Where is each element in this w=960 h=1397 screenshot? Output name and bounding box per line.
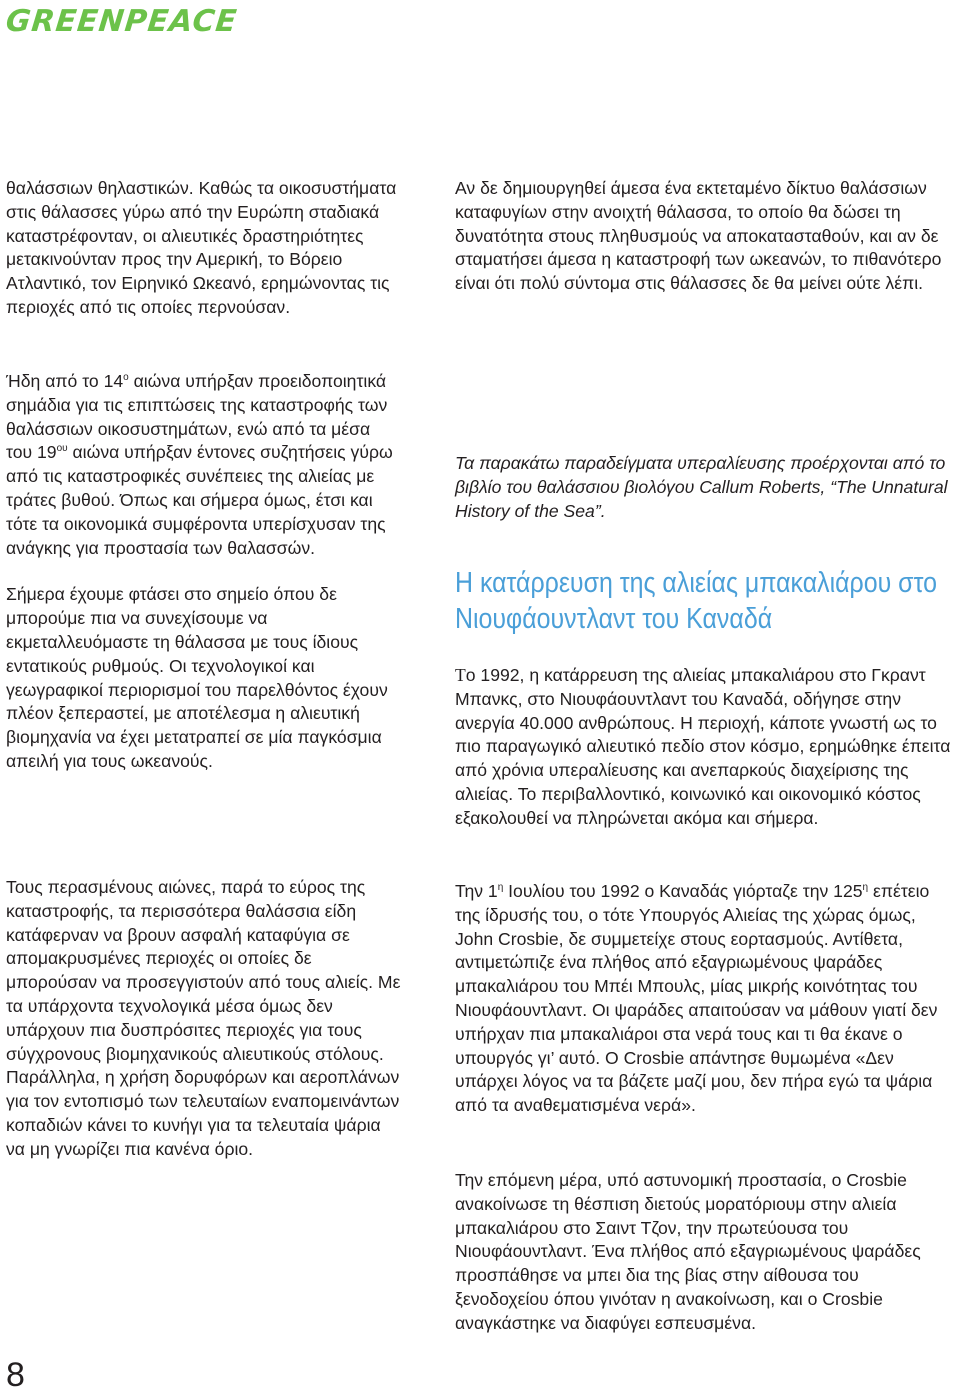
section-heading [455,565,960,637]
paragraph: Το 1992, η κατάρρευση της αλιείας μπακαλιάρου στο Γκραντ Μπανκς, στο Νιουφάουντλαντ του Καναδά, οδήγησε στην ανεργία 40.000 ανθρώπους. Η περιοχή, κάποτε γνωστή ως το πιο παραγωγικό αλιευτικό πεδίο στον κόσμο, ερημώθηκε έπειτα από χρόνια υπεραλίευσης και ανεπαρκούς διαχείρισης της αλιείας. Το περιβαλλοντικό, κοινωνικό και οικονομικό κόστος εξακολουθεί να πληρώνεται ακόμα και σήμερα. [455,665,951,828]
right-column-body-2 [455,880,955,1118]
superscript: η [862,882,869,893]
left-column-top [6,177,401,320]
right-column-body-3 [455,1169,955,1336]
paragraph: Τους περασμένους αιώνες, παρά το εύρος της καταστροφής, τα περισσότερα θαλάσσια είδη κατάφερναν να βρουν ασφαλή καταφύγια σε απομακρυσμένες περιοχές οι οποίες δε μπορούσαν να προσεγγιστούν από τους αλιείς. Με τα υπάρχοντα τεχνολογικά μέσα όμως δεν υπάρχουν πια δυσπρόσιτες περιοχές για τους σύγχρονους βιομηχανικούς αλιευτικούς στόλους. Παράλληλα, η χρήση δορυφόρων και αεροπλάνων για τον εντοπισμό των τελευταίων εναπομεινάντων κοπαδιών κάνει το κυνήγι για τα τελευταία ψάρια να μη γνωρίζει πια κανένα όριο. [6,877,401,1159]
paragraph: Αν δε δημιουργηθεί άμεσα ένα εκτεταμένο δίκτυο θαλάσσιων καταφυγίων στην ανοιχτή θάλασσα, το οποίο θα δώσει τη δυνατότητα στους πληθυσμούς να αποκατασταθούν, και αν δε σταματήσει άμεσα η καταστροφή των ωκεανών, το πιθανότερο είναι ότι πολύ σύντομα στις θάλασσες δε θα μείνει ούτε λέπι. [455,178,942,294]
left-column-bottom [6,876,401,1162]
greenpeace-logo: GREENPEACE [4,4,239,39]
paragraph: Ήδη από το $14^o$ αιώνα υπήρξαν προειδοποιητικά σημάδια για τις επιπτώσεις της καταστροφής των θαλάσσιων οικοσυστημάτων, ενώ από τα μέσα του $19^{o\upsilon}$ αιώνα υπήρξαν έντονες συζητήσεις γύρω από τις καταστροφικές συνέπειες της αλιείας με τράτες βυθού. Όπως και σήμερα όμως, έτσι και τότε τα οικονομικά συμφέροντα υπερίσχυσαν της ανάγκης για προστασία των θαλασσών. [6,371,393,558]
left-column-main [6,370,401,774]
heading-line: Η κατάρρευση της αλιείας μπακαλιάρου στο [455,567,937,599]
superscript: η [497,882,504,893]
superscript: ου [56,443,68,455]
paragraph: Σήμερα έχουμε φτάσει στο σημείο όπου δε μπορούμε πια να συνεχίσουμε να εκμεταλλευόμαστε τη θάλασσα με τους ίδιους εντατικούς ρυθμούς. Οι τεχνολογικοί και γεωγραφικοί περιορισμοί του παρελθόντος έχουν πλέον ξεπεραστεί, με αποτέλεσμα η αλιευτική βιομηχανία να έχει μετατραπεί σε μία παγκόσμια απειλή για τους ωκεανούς. [6,584,388,771]
paragraph: Την $1^\eta$ Ιουλίου του 1992 ο Καναδάς γιόρταζε την $125^\eta$ επέτειο της ίδρυσής του, ο τότε Υπουργός Αλιείας της χώρας όμως, John Crosbie, δε συμμετείχε στους εορτασμούς. Αντίθετα, αντιμετώπιζε ένα πλήθος από εξαγριωμένους ψαράδες μπακαλιάρου του Μπέι Μπουλς, μίας μικρής κοινότητας του Νιουφάουντλαντ. Οι ψαράδες απαιτούσαν να μάθουν γιατί δεν υπήρχαν πια μπακαλιάροι στα νερά τους και τι θα έκανε ο υπουργός γι’ αυτό. Ο Crosbie απάντησε θυμωμένα «Δεν υπάρχει λόγος να τα βάζετε μαζί μου, δεν πήρα εγώ τα ψάρια από τα αναθεματισμένα νερά». [455,881,938,1116]
source-note [455,452,955,523]
superscript: ο [123,372,129,383]
quote-text: Τα παρακάτω παραδείγματα υπεραλίευσης προέρχονται από το βιβλίο του θαλάσσιου βιολόγου Callum Roberts, “The Unnatural History of the Sea”. [455,453,948,521]
paragraph: Την επόμενη μέρα, υπό αστυνομική προστασία, ο Crosbie ανακοίνωσε τη θέσπιση διετούς μορατόριουμ στην αλιεία μπακαλιάρου στο Σαιντ Τζον, την πρωτεύουσα του Νιουφάουντλαντ. Ένα πλήθος από εξαγριωμένους ψαράδες προσπάθησε να μπει δια της βίας στην αίθουσα του ξενοδοχείου όπου γινόταν η ανακοίνωση, και ο Crosbie αναγκάστηκε να διαφύγει εσπευσμένα. [455,1170,921,1333]
right-column-top [455,177,955,296]
right-column-body [455,664,955,831]
drop-letter: Τ [455,665,466,685]
paragraph: θαλάσσιων θηλαστικών. Καθώς τα οικοσυστήματα στις θάλασσες γύρω από την Ευρώπη σταδιακά καταστρέφονταν, οι αλιευτικές δραστηριότητες μετακινούνταν προς την Αμερική, το Βόρειο Ατλαντικό, τον Ειρηνικό Ωκεανό, ερημώνοντας τις περιοχές από τις οποίες περνούσαν. [6,178,397,317]
heading-line: Νιουφάουντλαντ του Καναδά [455,603,773,635]
page-number: 8 [6,1356,25,1394]
